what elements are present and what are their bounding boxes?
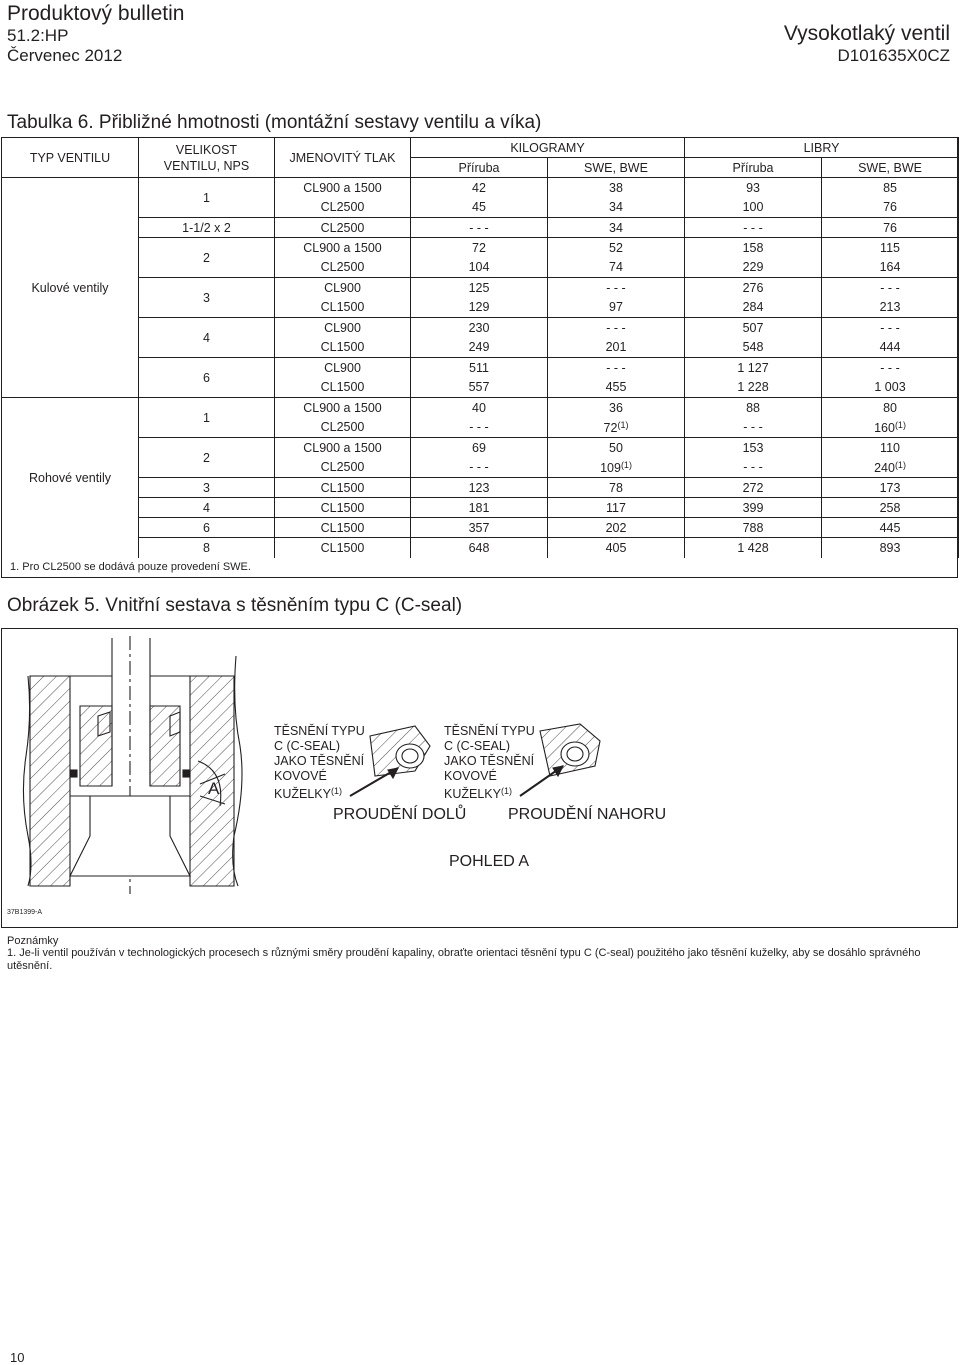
lb-swe-cell: 444 [822,338,959,358]
lb-swe-cell: 240$^{(1)}$ [822,458,959,478]
doc-date: Červenec 2012 [7,46,123,65]
rating-cell: CL1500 [275,338,411,358]
lb-flange-cell: 507 [685,318,822,338]
lb-flange-cell: 399 [685,498,822,518]
kg-flange-cell: 69 [411,438,548,458]
kg-swe-cell: 50 [548,438,685,458]
kg-swe-cell: 34 [548,218,685,238]
kg-flange-cell: 129 [411,298,548,318]
table-row [2,218,959,238]
header-pressure-rating: JMENOVITÝ TLAK [275,138,411,178]
lb-swe-cell: 110 [822,438,959,458]
lb-swe-cell: 160$^{(1)}$ [822,418,959,438]
kg-flange-cell: - - - [411,458,548,478]
header-kg-flange: Příruba [411,158,548,178]
view-label: POHLED A [449,853,530,870]
flow-down-label: PROUDĚNÍ DOLŮ [333,806,467,823]
kg-swe-cell: - - - [548,358,685,378]
rating-cell: CL900 [275,318,411,338]
table-row [2,238,959,258]
rating-cell: CL900 a 1500 [275,438,411,458]
callout-note: (1) [500,786,512,796]
kg-swe-cell: 455 [548,378,685,398]
notes-item: 1. Je-li ventil používán v technologických procesech s různými směry proudění kapaliny, obraťte orientaci těsnění typu C (C-seal) použitého jako těsnění kuželky, aby se dosáhlo správného utěsnění. [7,947,921,972]
kg-swe-cell: 52 [548,238,685,258]
lb-swe-cell: 893 [822,538,959,558]
rating-cell: CL900 a 1500 [275,238,411,258]
lb-flange-cell: 1 228 [685,378,822,398]
lb-swe-cell: 173 [822,478,959,498]
detail-letter: A [208,779,220,798]
rating-cell: CL900 a 1500 [275,178,411,198]
kg-swe-cell: 78 [548,478,685,498]
weights-table [1,137,959,558]
lb-swe-cell: 80 [822,398,959,418]
table-body [2,178,959,558]
lb-swe-cell: 115 [822,238,959,258]
rating-cell: CL1500 [275,538,411,558]
callout-left: TĚSNĚNÍ TYPU C (C-SEAL) JAKO TĚSNĚNÍ KOVOVÉ KUŽELKY$^{(1)}$ [274,724,365,801]
kg-swe-cell: 38 [548,178,685,198]
size-cell: 6 [139,518,275,538]
lb-flange-cell: 788 [685,518,822,538]
kg-flange-cell: 249 [411,338,548,358]
kg-swe-cell: 34 [548,198,685,218]
callout-note: (1) [330,786,342,796]
lb-swe-cell: 258 [822,498,959,518]
lb-flange-cell: 1 428 [685,538,822,558]
kg-flange-cell: - - - [411,418,548,438]
kg-swe-cell: 72$^{(1)}$ [548,418,685,438]
header-kg-swe: SWE, BWE [548,158,685,178]
rating-cell: CL2500 [275,418,411,438]
rating-cell: CL1500 [275,478,411,498]
header-lb-flange: Příruba [685,158,822,178]
rating-cell: CL2500 [275,258,411,278]
kg-flange-cell: 40 [411,398,548,418]
header-valve-size: VELIKOST VENTILU, NPS [139,138,275,178]
table-row [2,278,959,298]
rating-cell: CL1500 [275,298,411,318]
lb-swe-cell: 164 [822,258,959,278]
doc-code: D101635X0CZ [837,46,950,65]
lb-flange-cell: 93 [685,178,822,198]
kg-flange-cell: 511 [411,358,548,378]
lb-flange-cell: 548 [685,338,822,358]
kg-flange-cell: 125 [411,278,548,298]
kg-flange-cell: 557 [411,378,548,398]
table-row [2,498,959,518]
size-cell: 3 [139,478,275,498]
kg-flange-cell: 123 [411,478,548,498]
lb-flange-cell: 158 [685,238,822,258]
kg-swe-cell: 117 [548,498,685,518]
lb-flange-cell: 272 [685,478,822,498]
footnote-ref: (1) [617,419,629,430]
lb-flange-cell: 284 [685,298,822,318]
page-number: 10 [10,1350,25,1365]
lb-swe-cell: 445 [822,518,959,538]
rating-cell: CL1500 [275,518,411,538]
footnote-ref: (1) [894,459,906,470]
flow-up-label: PROUDĚNÍ NAHORU [508,806,667,823]
lb-swe-cell: 213 [822,298,959,318]
kg-swe-cell: - - - [548,278,685,298]
lb-flange-cell: 276 [685,278,822,298]
table-row [2,398,959,418]
size-cell: 8 [139,538,275,558]
size-cell: 1 [139,398,275,438]
valve-type-cell: Kulové ventily [2,178,139,398]
table-row [2,518,959,538]
lb-flange-cell: 88 [685,398,822,418]
kg-flange-cell: 181 [411,498,548,518]
table-row [2,358,959,378]
lb-flange-cell: 100 [685,198,822,218]
size-cell: 6 [139,358,275,398]
kg-flange-cell: 104 [411,258,548,278]
doc-title: Produktový bulletin [7,2,185,25]
kg-swe-cell: 109$^{(1)}$ [548,458,685,478]
header-lb-swe: SWE, BWE [822,158,959,178]
lb-swe-cell: 76 [822,198,959,218]
rating-cell: CL2500 [275,458,411,478]
lb-flange-cell: - - - [685,218,822,238]
kg-swe-cell: 202 [548,518,685,538]
table-row [2,178,959,198]
lb-swe-cell: 76 [822,218,959,238]
kg-swe-cell: 74 [548,258,685,278]
lb-swe-cell: 1 003 [822,378,959,398]
kg-swe-cell: 405 [548,538,685,558]
kg-swe-cell: 36 [548,398,685,418]
drawing-reference: 37B1399-A [7,909,43,916]
table-title: Tabulka 6. Přibližné hmotnosti (montážní sestavy ventilu a víka) [7,112,542,133]
section-view [23,636,242,894]
rating-cell: CL1500 [275,498,411,518]
rating-cell: CL900 a 1500 [275,398,411,418]
lb-swe-cell: - - - [822,358,959,378]
table-row [2,438,959,458]
size-cell: 4 [139,318,275,358]
rating-cell: CL900 [275,278,411,298]
kg-swe-cell: 97 [548,298,685,318]
kg-flange-cell: 357 [411,518,548,538]
lb-flange-cell: 1 127 [685,358,822,378]
kg-flange-cell: 72 [411,238,548,258]
kg-flange-cell: 45 [411,198,548,218]
rating-cell: CL1500 [275,378,411,398]
kg-flange-cell: 648 [411,538,548,558]
size-cell: 3 [139,278,275,318]
notes-heading: Poznámky [7,935,59,947]
lb-flange-cell: 229 [685,258,822,278]
lb-flange-cell: - - - [685,458,822,478]
table-row [2,538,959,558]
kg-flange-cell: 230 [411,318,548,338]
kg-flange-cell: 42 [411,178,548,198]
product-name: Vysokotlaký ventil [783,22,950,45]
footnote-ref: (1) [894,419,906,430]
callout-right: TĚSNĚNÍ TYPU C (C-SEAL) JAKO TĚSNĚNÍ KOVOVÉ KUŽELKY$^{(1)}$ [444,724,535,801]
size-cell: 2 [139,238,275,278]
size-cell: 1 [139,178,275,218]
rating-cell: CL900 [275,358,411,378]
size-cell: 4 [139,498,275,518]
rating-cell: CL2500 [275,218,411,238]
lb-flange-cell: 153 [685,438,822,458]
valve-type-cell: Rohové ventily [2,398,139,558]
header-kilograms: KILOGRAMY [411,138,685,158]
header-valve-type: TYP VENTILU [2,138,139,178]
bulletin-number: 51.2:HP [7,26,69,45]
kg-flange-cell: - - - [411,218,548,238]
table-row [2,318,959,338]
table-footnote: 1. Pro CL2500 se dodává pouze provedení SWE. [10,561,251,573]
header-pounds: LIBRY [685,138,959,158]
lb-swe-cell: - - - [822,318,959,338]
header-right [784,22,950,66]
lb-flange-cell: - - - [685,418,822,438]
figure-title: Obrázek 5. Vnitřní sestava s těsněním typu C (C-seal) [7,595,463,616]
kg-swe-cell: - - - [548,318,685,338]
table-row [2,478,959,498]
footnote-ref: (1) [620,459,632,470]
rating-cell: CL2500 [275,198,411,218]
size-cell: 1-1/2 x 2 [139,218,275,238]
lb-swe-cell: - - - [822,278,959,298]
lb-swe-cell: 85 [822,178,959,198]
kg-swe-cell: 201 [548,338,685,358]
header-left [7,2,184,66]
size-cell: 2 [139,438,275,478]
